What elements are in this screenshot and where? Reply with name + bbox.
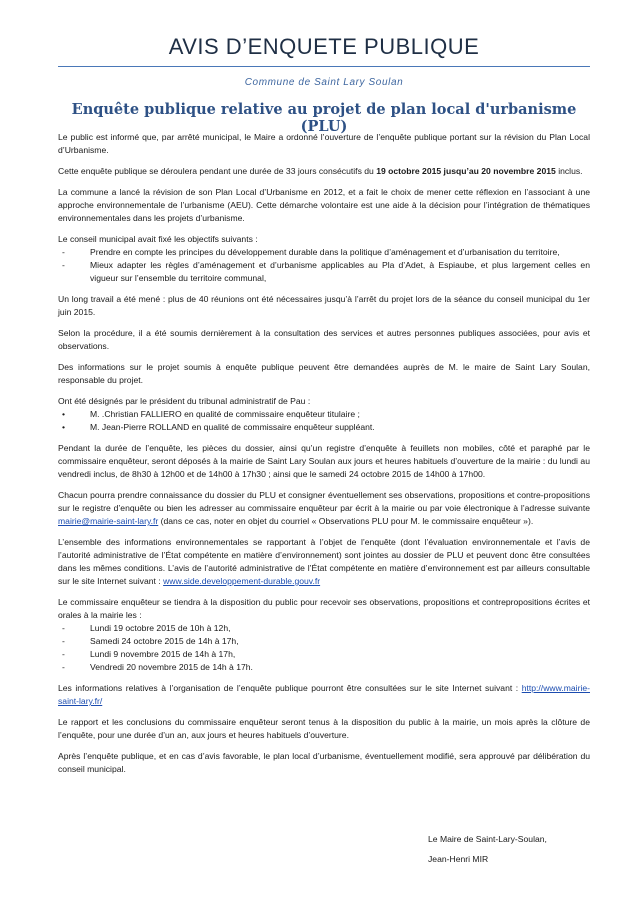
environment-site-link[interactable]: www.side.developpement-durable.gouv.fr [163, 576, 321, 586]
paragraph-6: Selon la procédure, il a été soumis dernièrement à la consultation des services et autres personnes publiques associées, pour avis et observations. [58, 328, 590, 351]
list-item: - Lundi 19 octobre 2015 de 10h à 12h, [62, 623, 231, 633]
paragraph-4: Le conseil municipal avait fixé les objectifs suivants : [58, 234, 258, 244]
paragraph-3: La commune a lancé la révision de son Plan Local d’Urbanisme en 2012, et a fait le choix de mener cette réflexion en l’associant à une approche environnementale de l’urbanisme (AEU). Cette démarche volontaire est une aide à la décision pour l’intégration de thématiques environnementales dans les projets d’urbanisme. [58, 187, 590, 223]
list-item: - Mieux adapter les règles d’aménagement et d’urbanisme applicables au Pla d’Adet, à Espiaube, et plus largement celles en vigueur sur l’ensemble du territoire communal, [62, 260, 590, 283]
title-divider [58, 66, 590, 67]
objectives-list [58, 246, 590, 285]
list-item: - Samedi 24 octobre 2015 de 14h à 17h, [62, 636, 239, 646]
signature-name: Jean-Henri MIR [428, 854, 489, 864]
list-item: • M. Jean-Pierre ROLLAND en qualité de commissaire enquêteur suppléant. [62, 422, 375, 432]
signature-block [428, 833, 547, 866]
paragraph-8: Ont été désignés par le président du tribunal administratif de Pau : [58, 396, 311, 406]
inquiry-dates: 19 octobre 2015 jusqu’au 20 novembre 2015 [376, 166, 556, 176]
signature-role: Le Maire de Saint-Lary-Soulan, [428, 834, 547, 844]
notice-subject: Enquête publique relative au projet de plan local d'urbanisme (PLU) [71, 101, 577, 135]
notice-body [58, 131, 590, 784]
permanences-list [58, 622, 590, 674]
list-item: • M. .Christian FALLIERO en qualité de commissaire enquêteur titulaire ; [62, 409, 360, 419]
paragraph-11: L’ensemble des informations environnementales se rapportant à l’objet de l’enquête (dont l’évaluation environnementale et l’avis de l’autorité administrative de l’État compétente en matière d’environnement) sont jointes au dossier de PLU et peuvent donc être consultées dans les mêmes conditions. L’avis de l’autorité administrative de l’État compétente en matière d’environnement est par ailleurs consultable sur le site Internet suivant : www.side.developpement-durable.gouv.fr [58, 537, 590, 586]
notice-title: AVIS D’ENQUETE PUBLIQUE [168, 34, 480, 59]
paragraph-dates: Cette enquête publique se déroulera pendant une durée de 33 jours consécutifs du 19 octobre 2015 jusqu’au 20 novembre 2015 inclus. [58, 166, 583, 176]
paragraph-5: Un long travail a été mené : plus de 40 réunions ont été nécessaires jusqu’à l’arrêt du projet lors de la séance du conseil municipal du 1er juin 2015. [58, 294, 590, 317]
paragraph-1: Le public est informé que, par arrêté municipal, le Maire a ordonné l’ouverture de l’enquête publique portant sur la révision du Plan Local d’Urbanisme. [58, 132, 590, 155]
paragraph-10: Chacun pourra prendre connaissance du dossier du PLU et consigner éventuellement ses observations, propositions et contre-propositions sur le registre d’enquête ou bien les adresser au commissaire enquêteur par écrit à la mairie ou par voie électronique à l’adresse suivante mairie@mairie-saint-lary.fr (dans ce cas, noter en objet du courriel « Observations PLU pour M. le commissaire enquêteur »). [58, 490, 590, 526]
list-item: - Lundi 9 novembre 2015 de 14h à 17h, [62, 649, 236, 659]
paragraph-15: Après l’enquête publique, et en cas d’avis favorable, le plan local d’urbanisme, éventuellement modifié, sera approuvé par délibération du conseil municipal. [58, 751, 590, 774]
mairie-website-link[interactable]: http://www.mairie-saint-lary.fr/ [58, 683, 590, 706]
list-item: - Prendre en compte les principes du développement durable dans la politique d’aménagement et d’urbanisation du territoire, [62, 247, 560, 257]
paragraph-9: Pendant la durée de l’enquête, les pièces du dossier, ainsi qu’un registre d’enquête à feuillets non mobiles, côté et paraphé par le commissaire enquêteur, seront déposés à la mairie de Saint Lary Soulan aux jours et heures habituels d’ouverture de la mairie : du lundi au vendredi inclus, de 8h30 à 12h00 et de 14h00 à 17h30 ; ainsi que le samedi 24 octobre 2015 de 14h00 à 17h00. [58, 443, 590, 479]
list-item: - Vendredi 20 novembre 2015 de 14h à 17h. [62, 662, 253, 672]
paragraph-13: Les informations relatives à l’organisation de l’enquête publique pourront être consultées sur le site Internet suivant : http://www.mairie-saint-lary.fr/ [58, 683, 590, 706]
email-link[interactable]: mairie@mairie-saint-lary.fr [58, 516, 159, 526]
commune-name: Commune de Saint Lary Soulan [244, 77, 404, 88]
commissioners-list [58, 408, 590, 434]
paragraph-12: Le commissaire enquêteur se tiendra à la disposition du public pour recevoir ses observations, propositions et contrepropositions écrites et orales à la mairie les : [58, 597, 590, 620]
paragraph-7: Des informations sur le projet soumis à enquête publique peuvent être demandées auprès de M. le maire de Saint Lary Soulan, responsable du projet. [58, 362, 590, 385]
paragraph-14: Le rapport et les conclusions du commissaire enquêteur seront tenus à la disposition du public à la mairie, un mois après la clôture de l’enquête, pour une durée d’un an, aux jours et heures habituels d’ouverture. [58, 717, 590, 740]
